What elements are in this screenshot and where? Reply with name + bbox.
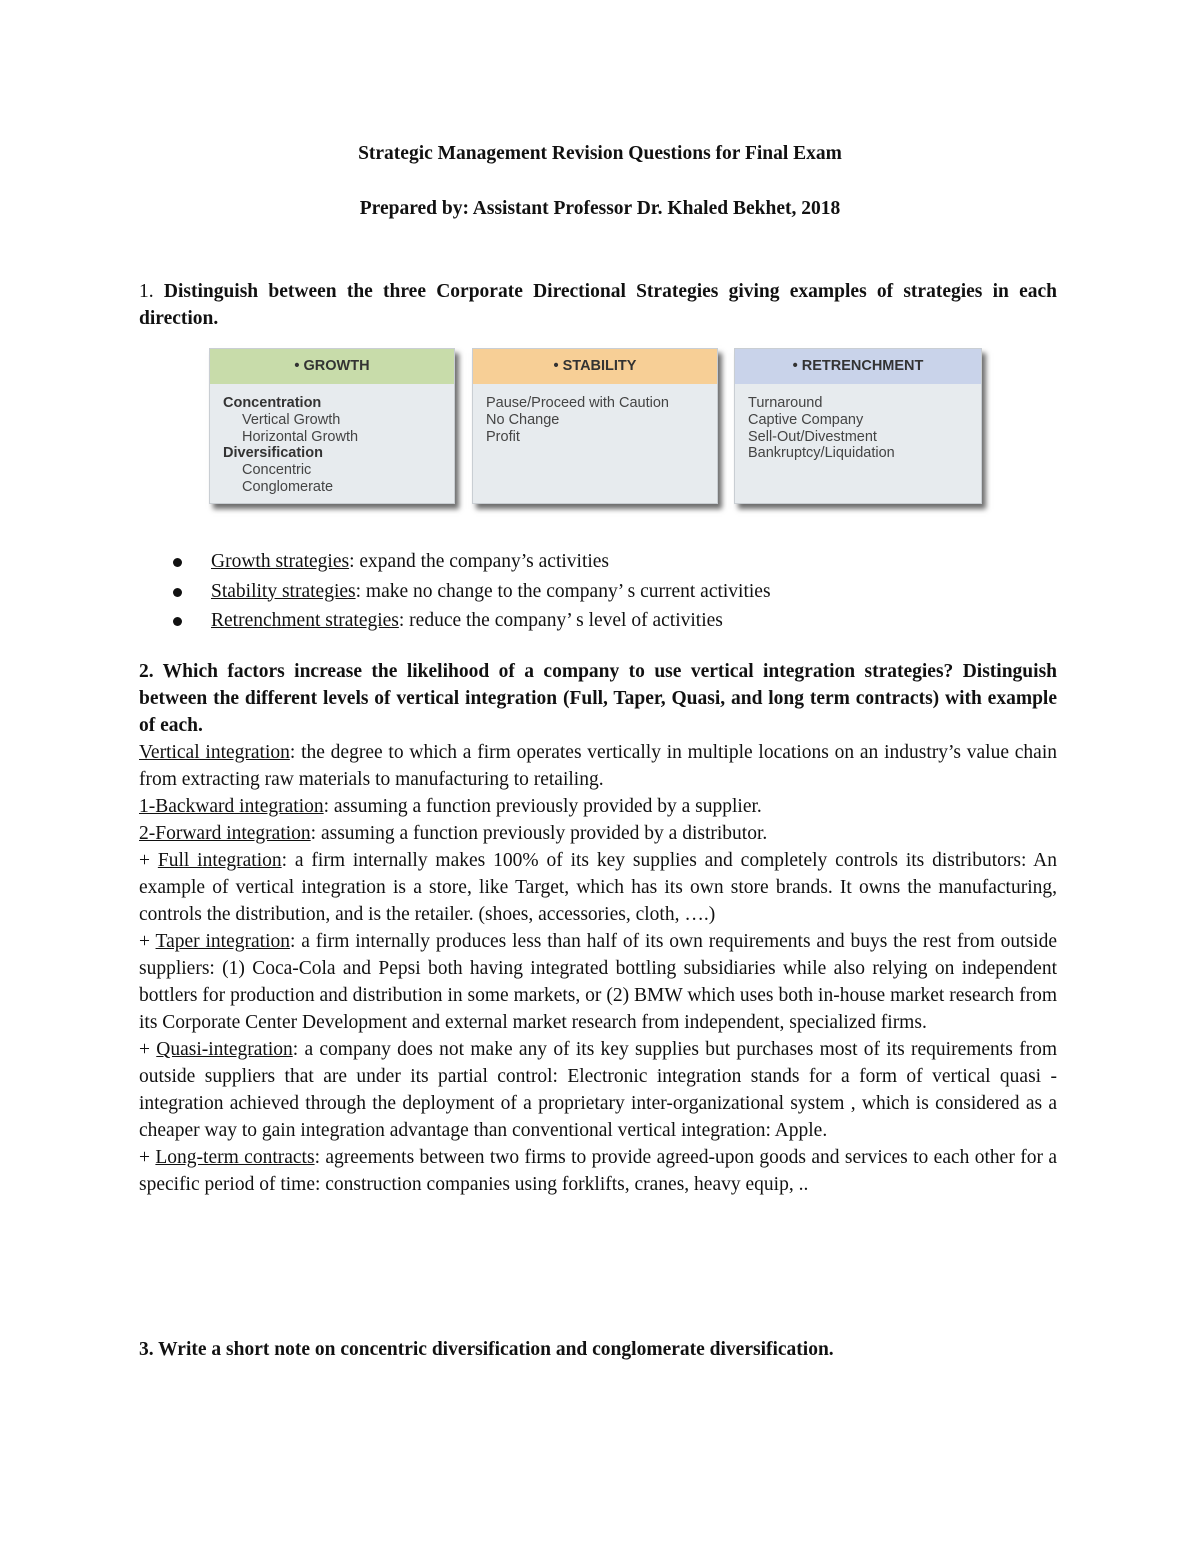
bullet-text: : make no change to the company’ s current activities — [355, 580, 771, 602]
question-2 — [139, 658, 1057, 1198]
definition-term: Full integration — [157, 850, 282, 871]
definition-text: : agreements between two firms to provide agreed-upon goods and services to each other for a specific period of time: construction companies using forklifts, cranes, heavy equip, .. — [139, 1147, 1057, 1195]
definition-item — [139, 1036, 1057, 1144]
retrenchment-box — [734, 348, 982, 504]
bullet-text: : reduce the company’ s level of activities — [398, 610, 723, 631]
retrenchment-item: Bankruptcy/Liquidation — [748, 445, 895, 462]
bullet-icon — [173, 558, 182, 567]
growth-box — [209, 348, 455, 504]
definition-text: : a firm internally produces less than half of its own requirements and buys the rest from outside suppliers: (1) Coca-Cola and Pepsi both having integrated bottling subsidiaries while also relying on independent bottlers for production and distribution in some markets, or (2) BMW which uses both in-house market research from its Corporate Center Development and external market research from independent, specialized firms. — [139, 931, 1057, 1033]
question-1-number: 1. — [139, 281, 154, 302]
bullet-term: Stability strategies — [211, 580, 356, 602]
bullet-term: Retrenchment strategies — [211, 610, 399, 631]
question-3: 3. Write a short note on concentric diversification and conglomerate diversification. — [139, 1339, 834, 1360]
growth-header: • GROWTH — [210, 349, 454, 384]
retrenchment-item: Sell-Out/Divestment — [748, 428, 877, 445]
bullet-icon — [173, 588, 182, 597]
bullet-icon — [173, 617, 182, 626]
retrenchment-header: • RETRENCHMENT — [735, 349, 981, 384]
document-title: Strategic Management Revision Questions for Final Exam — [358, 143, 842, 164]
question-1-text: Distinguish between the three Corporate Directional Strategies giving examples of strategies in each direction. — [139, 281, 1058, 329]
growth-group-diversification: Diversification — [223, 445, 323, 462]
definition-item — [139, 928, 1057, 1036]
bullet-item — [173, 547, 1033, 577]
stability-box — [472, 348, 718, 504]
definition-text: : the degree to which a firm operates vertically in multiple locations on an industry’s value chain from extracting raw materials to manufacturing to retailing. — [139, 742, 1057, 790]
definition-text: : assuming a function previously provided by a supplier. — [323, 796, 762, 817]
definition-term: Long-term contracts — [155, 1147, 315, 1168]
definition-text: : a firm internally makes 100% of its key supplies and completely controls its distributors: An example of vertical integration is a store, like Target, which has its own store brands. It owns the manufacturing, controls the distribution, and is the retailer. (shoes, accessories, cloth, ….) — [139, 850, 1057, 925]
bullet-term: Growth strategies — [211, 551, 350, 572]
definition-term: 1-Backward integration — [139, 796, 324, 817]
stability-header: • STABILITY — [473, 349, 717, 384]
bullet-item — [173, 577, 1033, 607]
definition-item — [139, 820, 1057, 847]
growth-item: Vertical Growth — [242, 411, 341, 428]
definition-prefix: + — [139, 931, 156, 952]
question-2-text: 2. Which factors increase the likelihood of a company to use vertical integration strategies? Distinguish between the different levels of vertical integration (Full, Taper, Quasi, and long term contracts) with example of each. — [139, 661, 1057, 736]
definition-text: : assuming a function previously provided by a distributor. — [310, 823, 768, 844]
definition-item — [139, 847, 1057, 928]
directional-strategies-figure — [209, 348, 999, 518]
bullet-item — [173, 606, 1033, 636]
growth-item: Conglomerate — [242, 478, 334, 495]
definition-term: Vertical integration — [139, 742, 290, 763]
growth-group-concentration: Concentration — [223, 395, 322, 411]
definition-prefix: + — [139, 1039, 157, 1060]
growth-item: Concentric — [242, 462, 312, 479]
definition-text: : a company does not make any of its key supplies but purchases most of its requirements from outside suppliers that are under its partial control: Electronic integration stands for a form of vertical quasi - integration achieved through the deployment of a proprietary inter-organizational system , which is considered as a cheaper way to gain integration advantage than conventional vertical integration: Apple. — [139, 1039, 1057, 1141]
definition-term: Taper integration — [155, 931, 290, 952]
definition-term: 2-Forward integration — [139, 823, 311, 844]
bullet-text: : expand the company’s activities — [349, 551, 610, 572]
question-1 — [139, 278, 1057, 332]
stability-item: No Change — [486, 411, 560, 428]
stability-item: Profit — [486, 428, 520, 445]
strategy-bullet-list — [173, 547, 1033, 636]
prepared-by: Prepared by: Assistant Professor Dr. Khaled Bekhet, 2018 — [359, 198, 841, 219]
retrenchment-item: Turnaround — [748, 395, 823, 411]
definition-term: Quasi-integration — [156, 1039, 293, 1060]
retrenchment-item: Captive Company — [748, 411, 864, 428]
definition-prefix: + — [139, 850, 158, 871]
definition-item — [139, 793, 1057, 820]
definition-item — [139, 1144, 1057, 1198]
growth-item: Horizontal Growth — [242, 428, 359, 445]
stability-item: Pause/Proceed with Caution — [486, 395, 669, 411]
definition-prefix: + — [139, 1147, 156, 1168]
definition-item — [139, 739, 1057, 793]
